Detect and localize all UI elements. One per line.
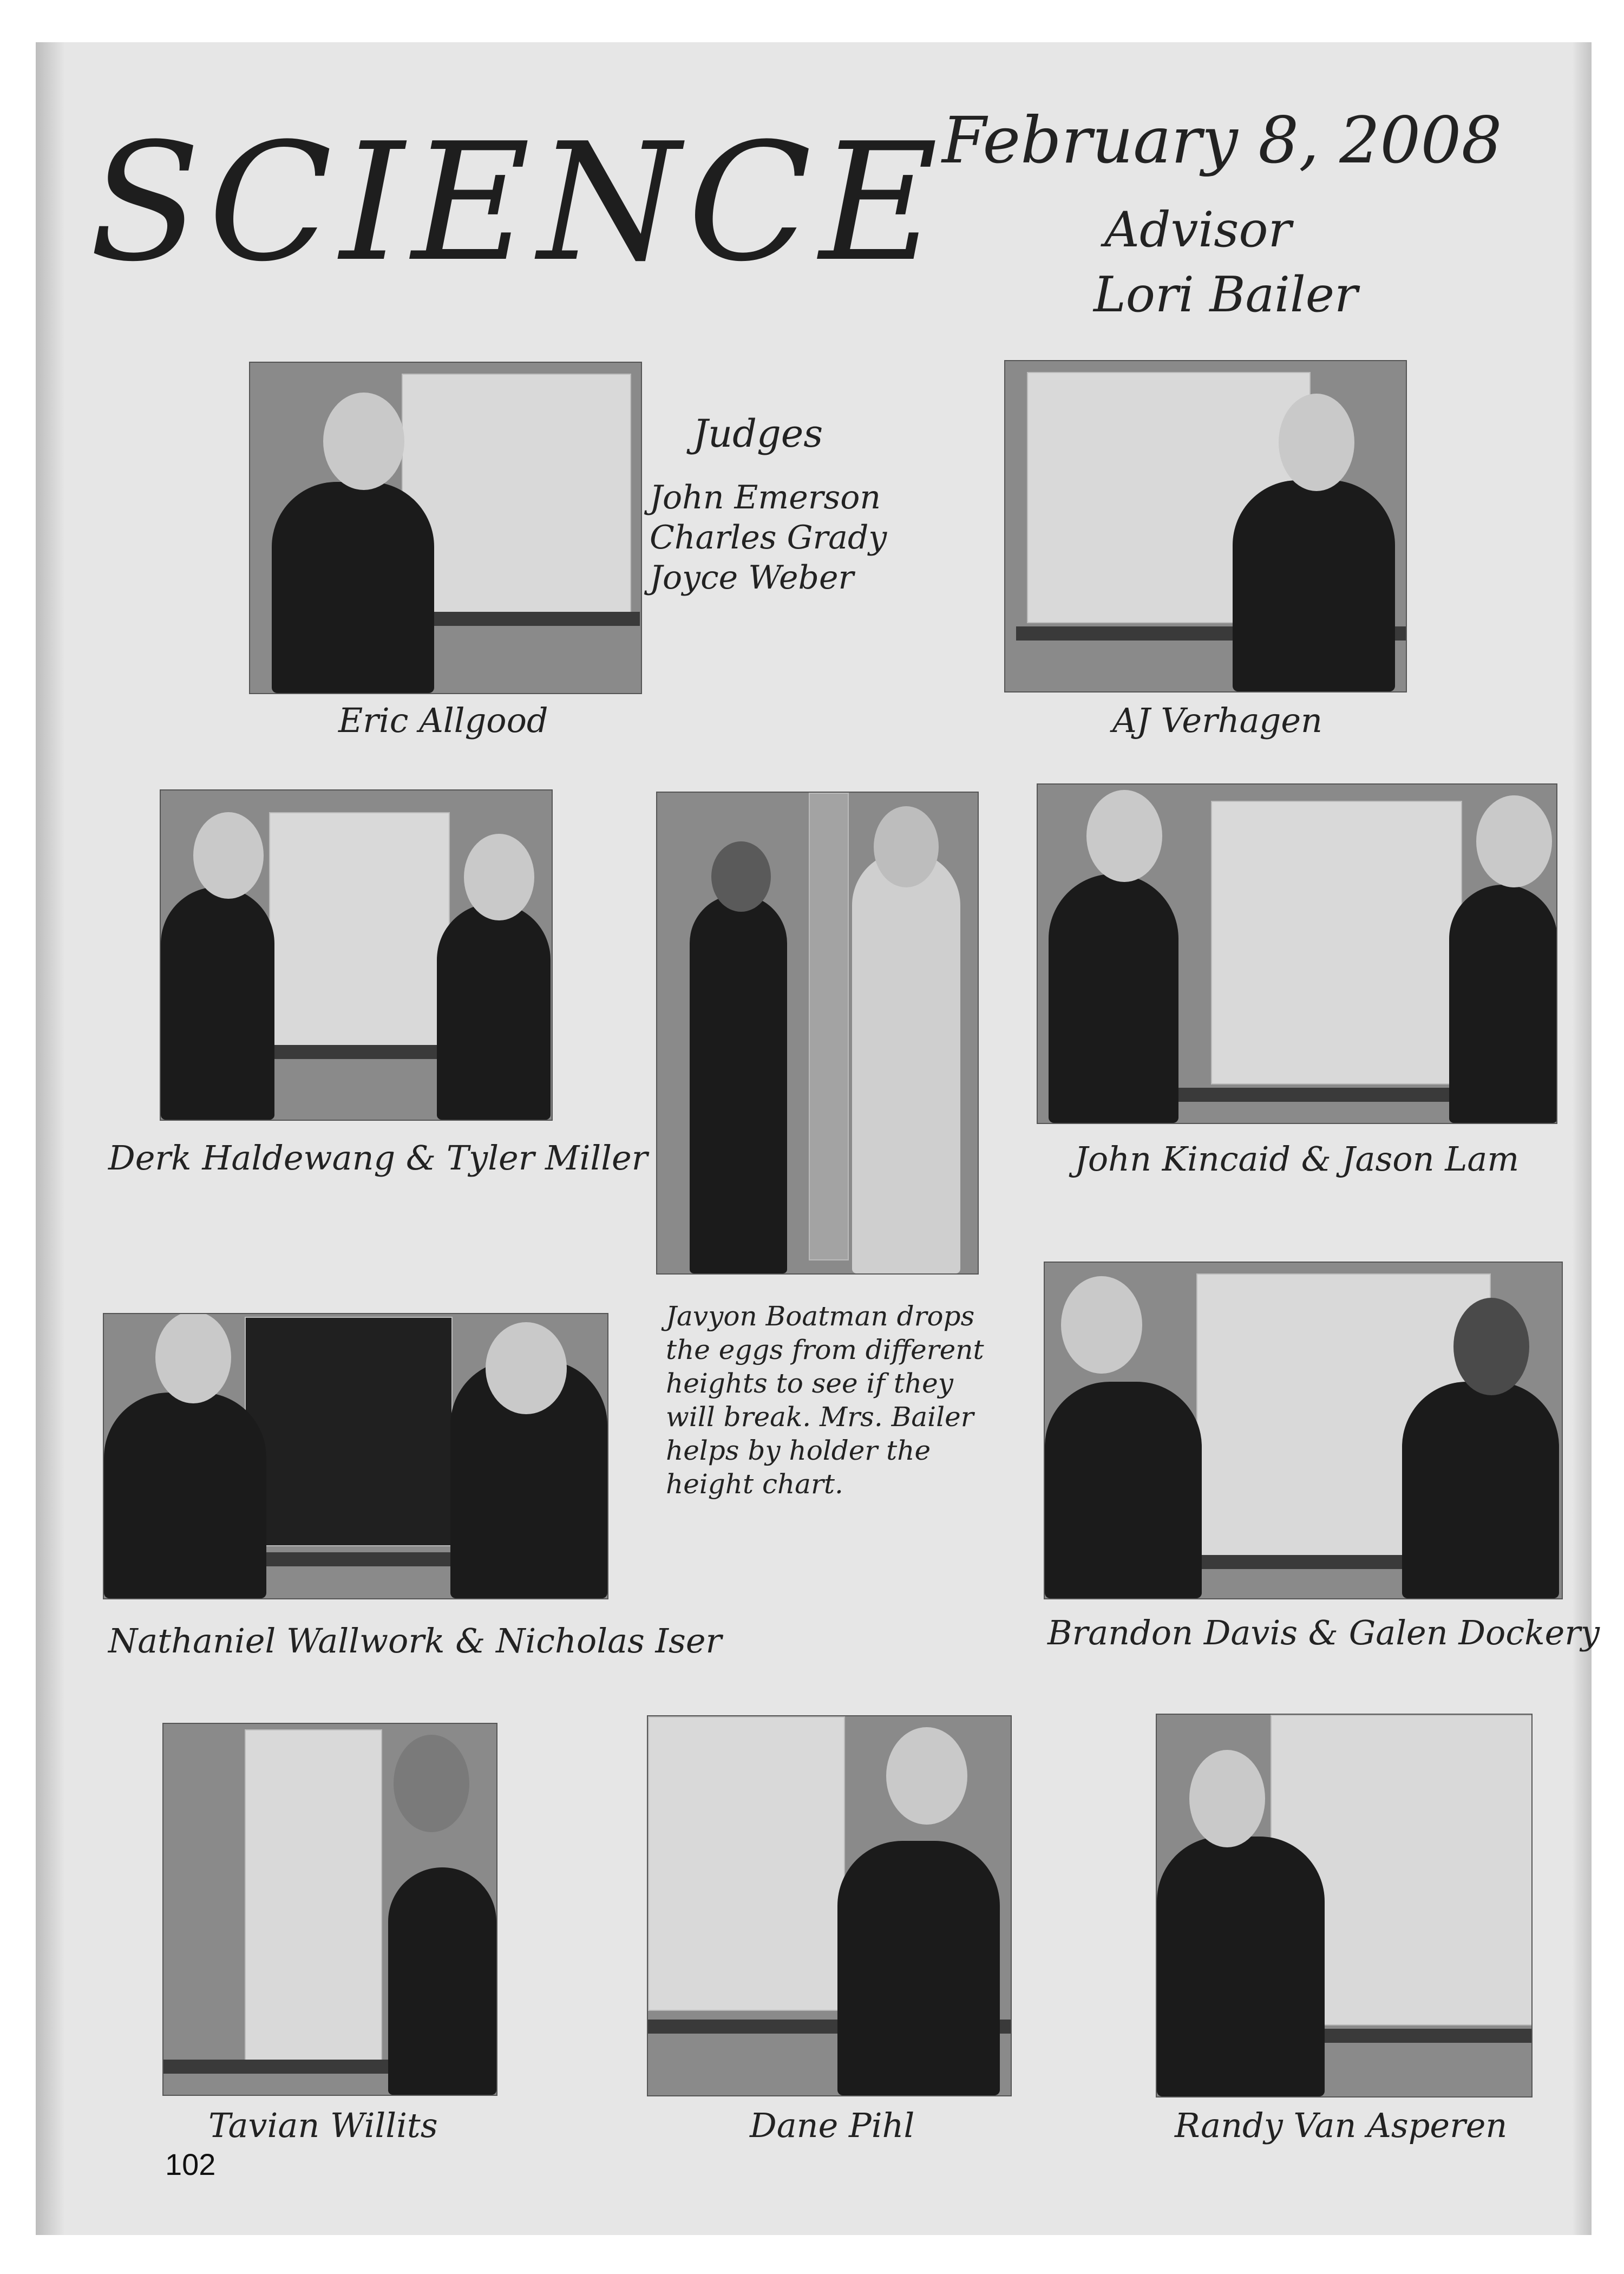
event-date: February 8, 2008 — [942, 103, 1502, 178]
scan-edge-right — [1572, 42, 1592, 2235]
photo-javyon-boatman — [656, 792, 979, 1275]
photo-caption: John Kincaid & Jason Lam — [1075, 1139, 1520, 1179]
judge-name: John Emerson — [650, 479, 881, 517]
student-figure — [1233, 480, 1395, 691]
photo-caption: Brandon Davis & Galen Dockery — [1047, 1613, 1600, 1652]
photo-story-caption: Javyon Boatman drops the eggs from different heights to see if they will break. Mrs. Bailer helps by holder the height chart. — [666, 1301, 984, 1500]
student-figure — [437, 903, 551, 1120]
project-board — [269, 812, 450, 1047]
judges-heading: Judges — [693, 411, 823, 456]
student-head — [1476, 795, 1552, 887]
photo-john-jason — [1037, 783, 1557, 1124]
photo-tavian-willits — [162, 1723, 497, 2096]
judge-name: Charles Grady — [650, 519, 887, 557]
student-head — [486, 1322, 567, 1414]
student-figure — [161, 887, 274, 1120]
student-figure — [1449, 885, 1557, 1123]
page-number: 102 — [165, 2147, 216, 2181]
teacher-head — [874, 806, 939, 887]
student-head — [464, 834, 534, 920]
photo-brandon-galen — [1044, 1262, 1563, 1599]
student-head — [1189, 1750, 1265, 1847]
student-figure — [690, 894, 787, 1273]
student-head — [1453, 1298, 1529, 1395]
photo-caption: Randy Van Asperen — [1175, 2106, 1508, 2145]
judges-block — [650, 411, 953, 598]
student-figure — [1045, 1382, 1202, 1598]
student-head — [193, 812, 264, 899]
advisor-name: Lori Bailer — [1093, 266, 1358, 323]
photo-nathaniel-nicholas — [103, 1313, 608, 1599]
photo-caption: Derk Haldewang & Tyler Miller — [108, 1138, 648, 1178]
student-figure — [1402, 1382, 1559, 1598]
photo-eric-allgood — [249, 362, 642, 694]
student-head — [886, 1727, 967, 1825]
photo-caption: Dane Pihl — [750, 2106, 915, 2145]
project-board-raves — [245, 1317, 453, 1546]
page-title: SCIENCE — [89, 108, 946, 297]
student-figure — [388, 1867, 496, 2095]
student-head — [711, 841, 771, 912]
judge-name: Joyce Weber — [650, 559, 854, 597]
student-head — [1086, 790, 1162, 882]
photo-caption: AJ Verhagen — [1112, 701, 1322, 740]
student-figure — [104, 1393, 266, 1598]
project-board — [648, 1716, 845, 2011]
scan-edge-left — [36, 42, 65, 2235]
photo-caption: Nathaniel Wallwork & Nicholas Iser — [108, 1621, 722, 1661]
advisor-label: Advisor — [1104, 201, 1292, 258]
photo-randy-van-asperen — [1156, 1714, 1533, 2097]
project-board — [402, 374, 631, 614]
student-head — [1061, 1276, 1142, 1374]
student-head — [323, 393, 404, 490]
student-figure — [837, 1841, 1000, 2095]
student-head — [155, 1313, 231, 1403]
project-board — [245, 1729, 382, 2062]
teacher-figure — [852, 851, 960, 1273]
project-board — [1211, 801, 1462, 1084]
student-figure — [1049, 874, 1178, 1123]
student-figure — [1157, 1837, 1325, 2096]
height-chart — [809, 793, 849, 1260]
student-head — [1279, 394, 1354, 491]
student-head — [394, 1735, 469, 1832]
student-figure — [272, 482, 434, 693]
photo-aj-verhagen — [1004, 360, 1407, 692]
photo-caption: Tavian Willits — [208, 2106, 438, 2145]
photo-derk-tyler — [160, 789, 553, 1121]
photo-dane-pihl — [647, 1715, 1012, 2096]
photo-caption: Eric Allgood — [338, 701, 548, 740]
